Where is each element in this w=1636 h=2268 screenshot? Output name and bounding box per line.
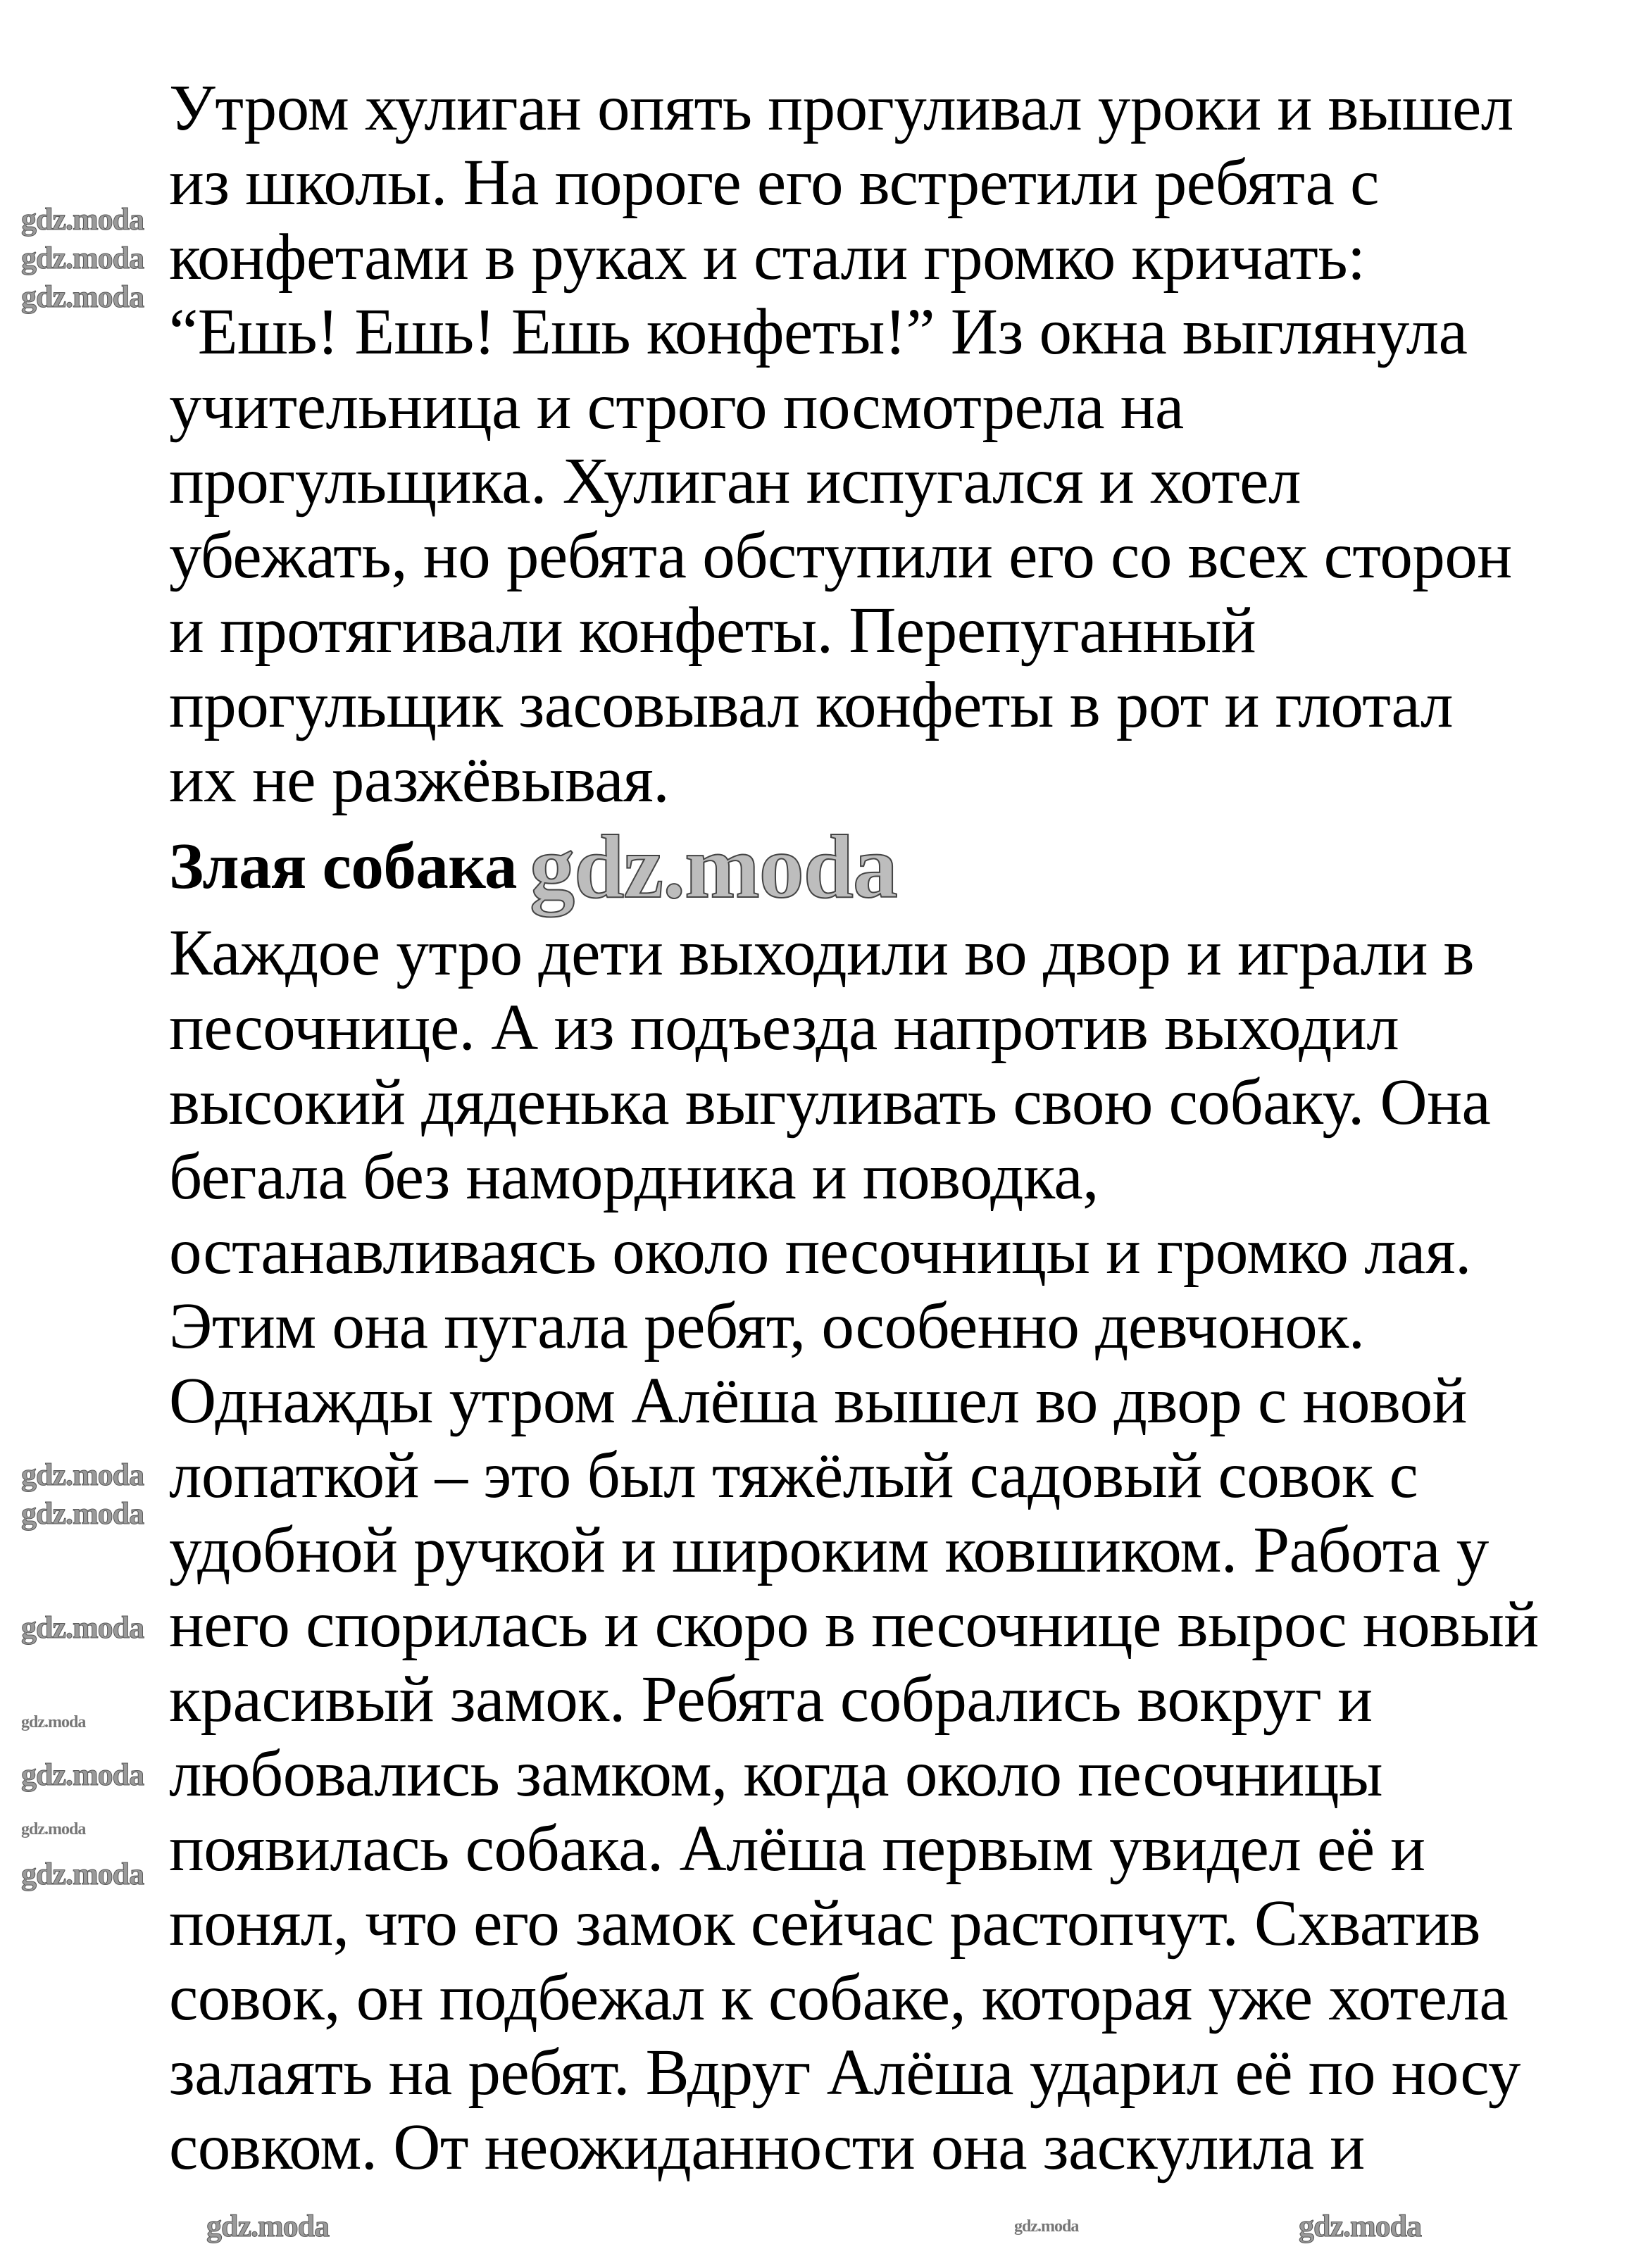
text-line: удобной ручкой и широким ковшиком. Работа у — [169, 1514, 1489, 1586]
text-line: “Ешь! Ешь! Ешь конфеты!” Из окна выглянула — [169, 296, 1468, 368]
text-line: совок, он подбежал к собаке, которая уже хотела — [169, 1962, 1509, 2034]
text-line: лопаткой – это был тяжёлый садовый совок с — [169, 1439, 1418, 1512]
text-line: любовались замком, когда около песочницы — [169, 1738, 1383, 1810]
section-heading: Злая собака — [169, 830, 518, 903]
watermark: gdz.moda — [21, 1496, 144, 1531]
text-line: высокий дяденька выгуливать свою собаку. Она — [169, 1066, 1491, 1139]
text-line: Однажды утром Алёша вышел во двор с новой — [169, 1365, 1467, 1437]
text-line: Утром хулиган опять прогуливал уроки и вышел — [169, 72, 1513, 144]
text-line: понял, что его замок сейчас растопчут. Схватив — [169, 1887, 1480, 1960]
text-line: останавливаясь около песочницы и громко лая. — [169, 1215, 1471, 1288]
watermark: gdz.moda — [1299, 2209, 1422, 2243]
watermark: gdz.moda — [21, 1758, 144, 1792]
watermark: gdz.moda — [21, 202, 144, 237]
document-body — [169, 71, 1539, 2185]
text-line: Каждое утро дети выходили во двор и играли в — [169, 917, 1475, 989]
watermark: gdz.moda — [21, 1610, 144, 1645]
watermark: gdz.moda — [21, 1458, 144, 1492]
text-line: залаять на ребят. Вдруг Алёша ударил её по носу — [169, 2036, 1521, 2109]
text-line: прогульщика. Хулиган испугался и хотел — [169, 445, 1301, 518]
text-line: совком. От неожиданности она заскулила и — [169, 2111, 1365, 2184]
text-line: и протягивали конфеты. Перепуганный — [169, 594, 1256, 667]
watermark: gdz.moda — [21, 1857, 144, 1891]
text-line: песочнице. А из подъезда напротив выходил — [169, 991, 1399, 1064]
text-line: их не разжёвывая. — [169, 744, 670, 816]
watermark: gdz.moda — [1014, 2217, 1079, 2236]
watermark: gdz.moda — [21, 1713, 86, 1731]
text-line: конфетами в руках и стали громко кричать: — [169, 221, 1366, 294]
text-line: убежать, но ребята обступили его со всех сторон — [169, 520, 1512, 592]
text-line: него спорилась и скоро в песочнице вырос новый — [169, 1589, 1539, 1661]
watermark: gdz.moda — [21, 1820, 86, 1838]
text-line: бегала без намордника и поводка, — [169, 1141, 1099, 1213]
text-line: прогульщик засовывал конфеты в рот и глотал — [169, 669, 1453, 741]
text-line: Этим она пугала ребят, особенно девчонок. — [169, 1290, 1365, 1362]
text-line: появилась собака. Алёша первым увидел её и — [169, 1812, 1425, 1885]
text-line: из школы. На пороге его встретили ребята с — [169, 146, 1379, 219]
watermark: gdz.moda — [21, 241, 144, 275]
watermark-large: gdz.moda — [530, 817, 897, 917]
watermark: gdz.moda — [206, 2209, 330, 2243]
watermark: gdz.moda — [21, 280, 144, 314]
text-line: красивый замок. Ребята собрались вокруг и — [169, 1663, 1373, 1736]
section-heading-row — [169, 817, 1539, 916]
text-line: учительница и строго посмотрела на — [169, 370, 1184, 443]
